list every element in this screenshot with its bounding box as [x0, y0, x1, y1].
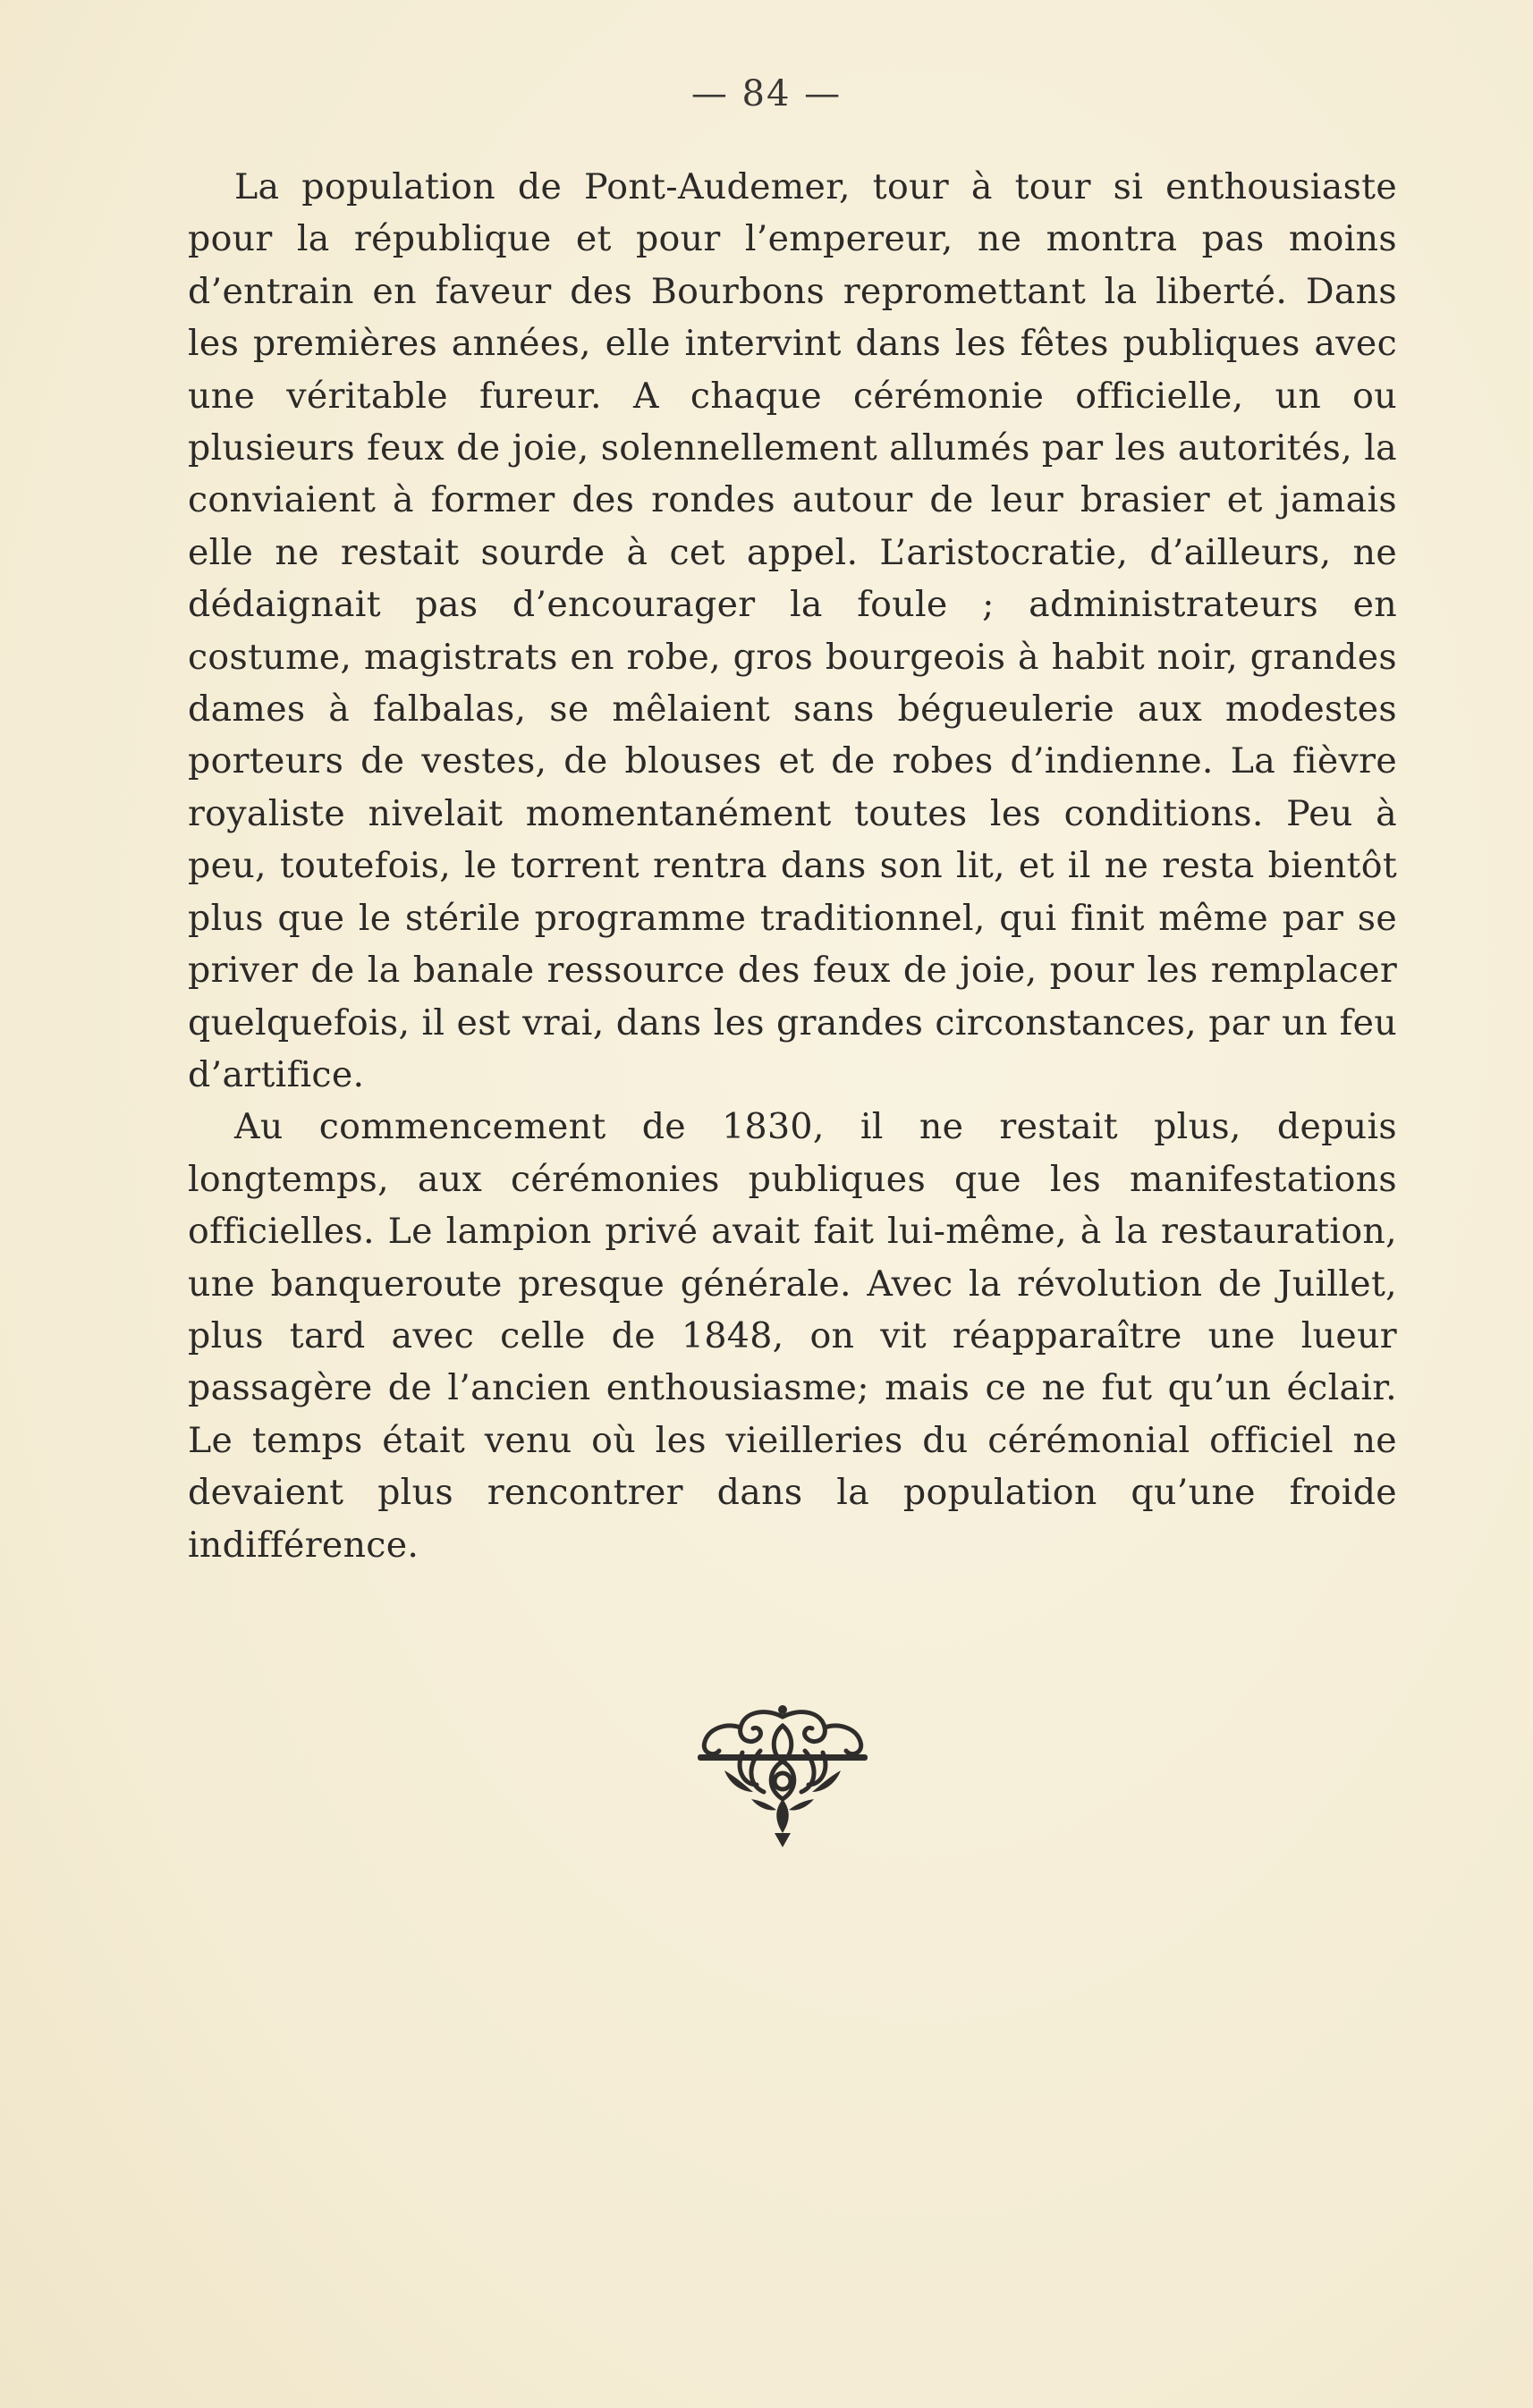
paragraph-2: Au commencement de 1830, il ne restait plus, depuis longtemps, aux cérémonies publiques que les manifestations officielles. Le lampion privé avait fait lui-même, à la restauration, une banqueroute presque générale. Avec la révolution de Juillet, plus tard avec celle de 1848, on vit réapparaître une lueur passagère de l’ancien enthousiasme; mais ce ne fut qu’un éclair. Le temps était venu où les vieilleries du cérémonial officiel ne devaient plus rencontrer dans la population qu’une froide indifférence. [188, 1106, 1397, 1566]
body-text [188, 161, 1397, 1571]
paragraph-1: La population de Pont-Audemer, tour à tour si enthousiaste pour la république et pour l’empereur, ne montra pas moins d’entrain en faveur des Bourbons repromettant la liberté. Dans les premières années, elle intervint dans les fêtes publiques avec une véritable fureur. A chaque cérémonie officielle, un ou plusieurs feux de joie, solennellement allumés par les autorités, la conviaient à former des rondes autour de leur brasier et jamais elle ne restait sourde à cet appel. L’aristocratie, d’ailleurs, ne dédaignait pas d’encourager la foule ; administrateurs en costume, magistrats en robe, gros bourgeois à habit noir, grandes dames à falbalas, se mêlaient sans bégueulerie aux modestes porteurs de vestes, de blouses et de robes d’indienne. La fièvre royaliste nivelait momentanément toutes les conditions. Peu à peu, toutefois, le torrent rentra dans son lit, et il ne resta bientôt plus que le stérile programme traditionnel, qui finit même par se priver de la banale ressource des feux de joie, pour les remplacer quelquefois, il est vrai, dans les grandes circonstances, par un feu d’artifice. [188, 166, 1397, 1095]
fleuron-ornament-icon [689, 1699, 877, 1851]
page-number: — 84 — [690, 73, 843, 114]
